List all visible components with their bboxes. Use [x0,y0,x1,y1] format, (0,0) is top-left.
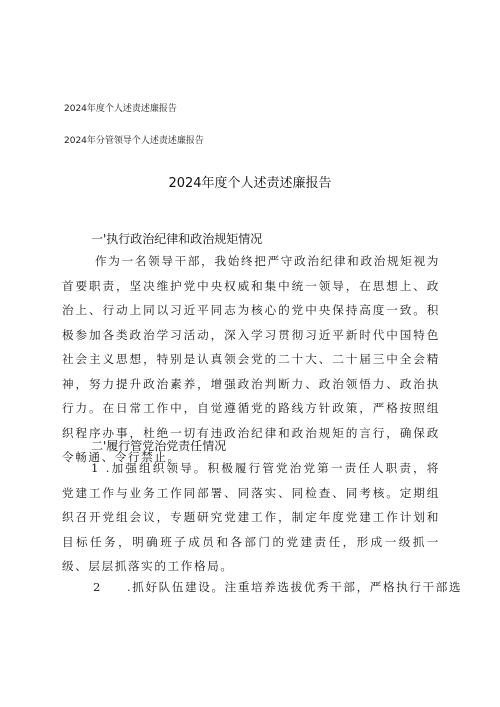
document-title: 2024年度个人述责述廉报告 [168,176,332,191]
section-1-heading: 一'执行政治纪律和政治规矩情况 [91,232,263,246]
section-2-heading: 二'履行管党治党责任情况 [91,439,227,453]
header-line-2: 2024年分管领导个人述责述廉报告 [64,136,204,146]
section-2-item-1: 1 .加强组织领导。积极履行管党治党第一责任人职责，将党建工作与业务工作同部署、同落实、同检查、同考核。定期组织召开党组会议，专题研究党建工作，制定年度党建工作计划和目标任务，明确班子成员和各部门的党建责任，形成一级抓一级、层层抓落实的工作格局。 [62,461,440,573]
section-2-item-2 [62,575,463,600]
section-2-item-2-number: 2 [93,580,102,594]
header-line-1: 2024年度个人述责述廉报告 [64,104,177,114]
section-1-paragraph: 作为一名领导干部，我始终把严守政治纪律和政治规矩视为首要职责，坚决维护党中央权威和集中统一领导，在思想上、政治上、行动上同以习近平同志为核心的党中央保持高度一致。积极参加各类政治学习活动，深入学习贯彻习近平新时代中国特色社会主义思想，特别是认真领会党的二十大、二十届三中全会精神，努力提升政治素养，增强政治判断力、政治领悟力、政治执行力。在日常工作中，自觉遵循党的路线方针政策，严格按照组织程序办事，杜绝一切有违政治纪律和政治规矩的言行，确保政令畅通、令行禁止。 [62,254,440,464]
section-2-item-2-text: .抓好队伍建设。注重培养选拔优秀干部，严格执行干部选 [127,580,463,594]
